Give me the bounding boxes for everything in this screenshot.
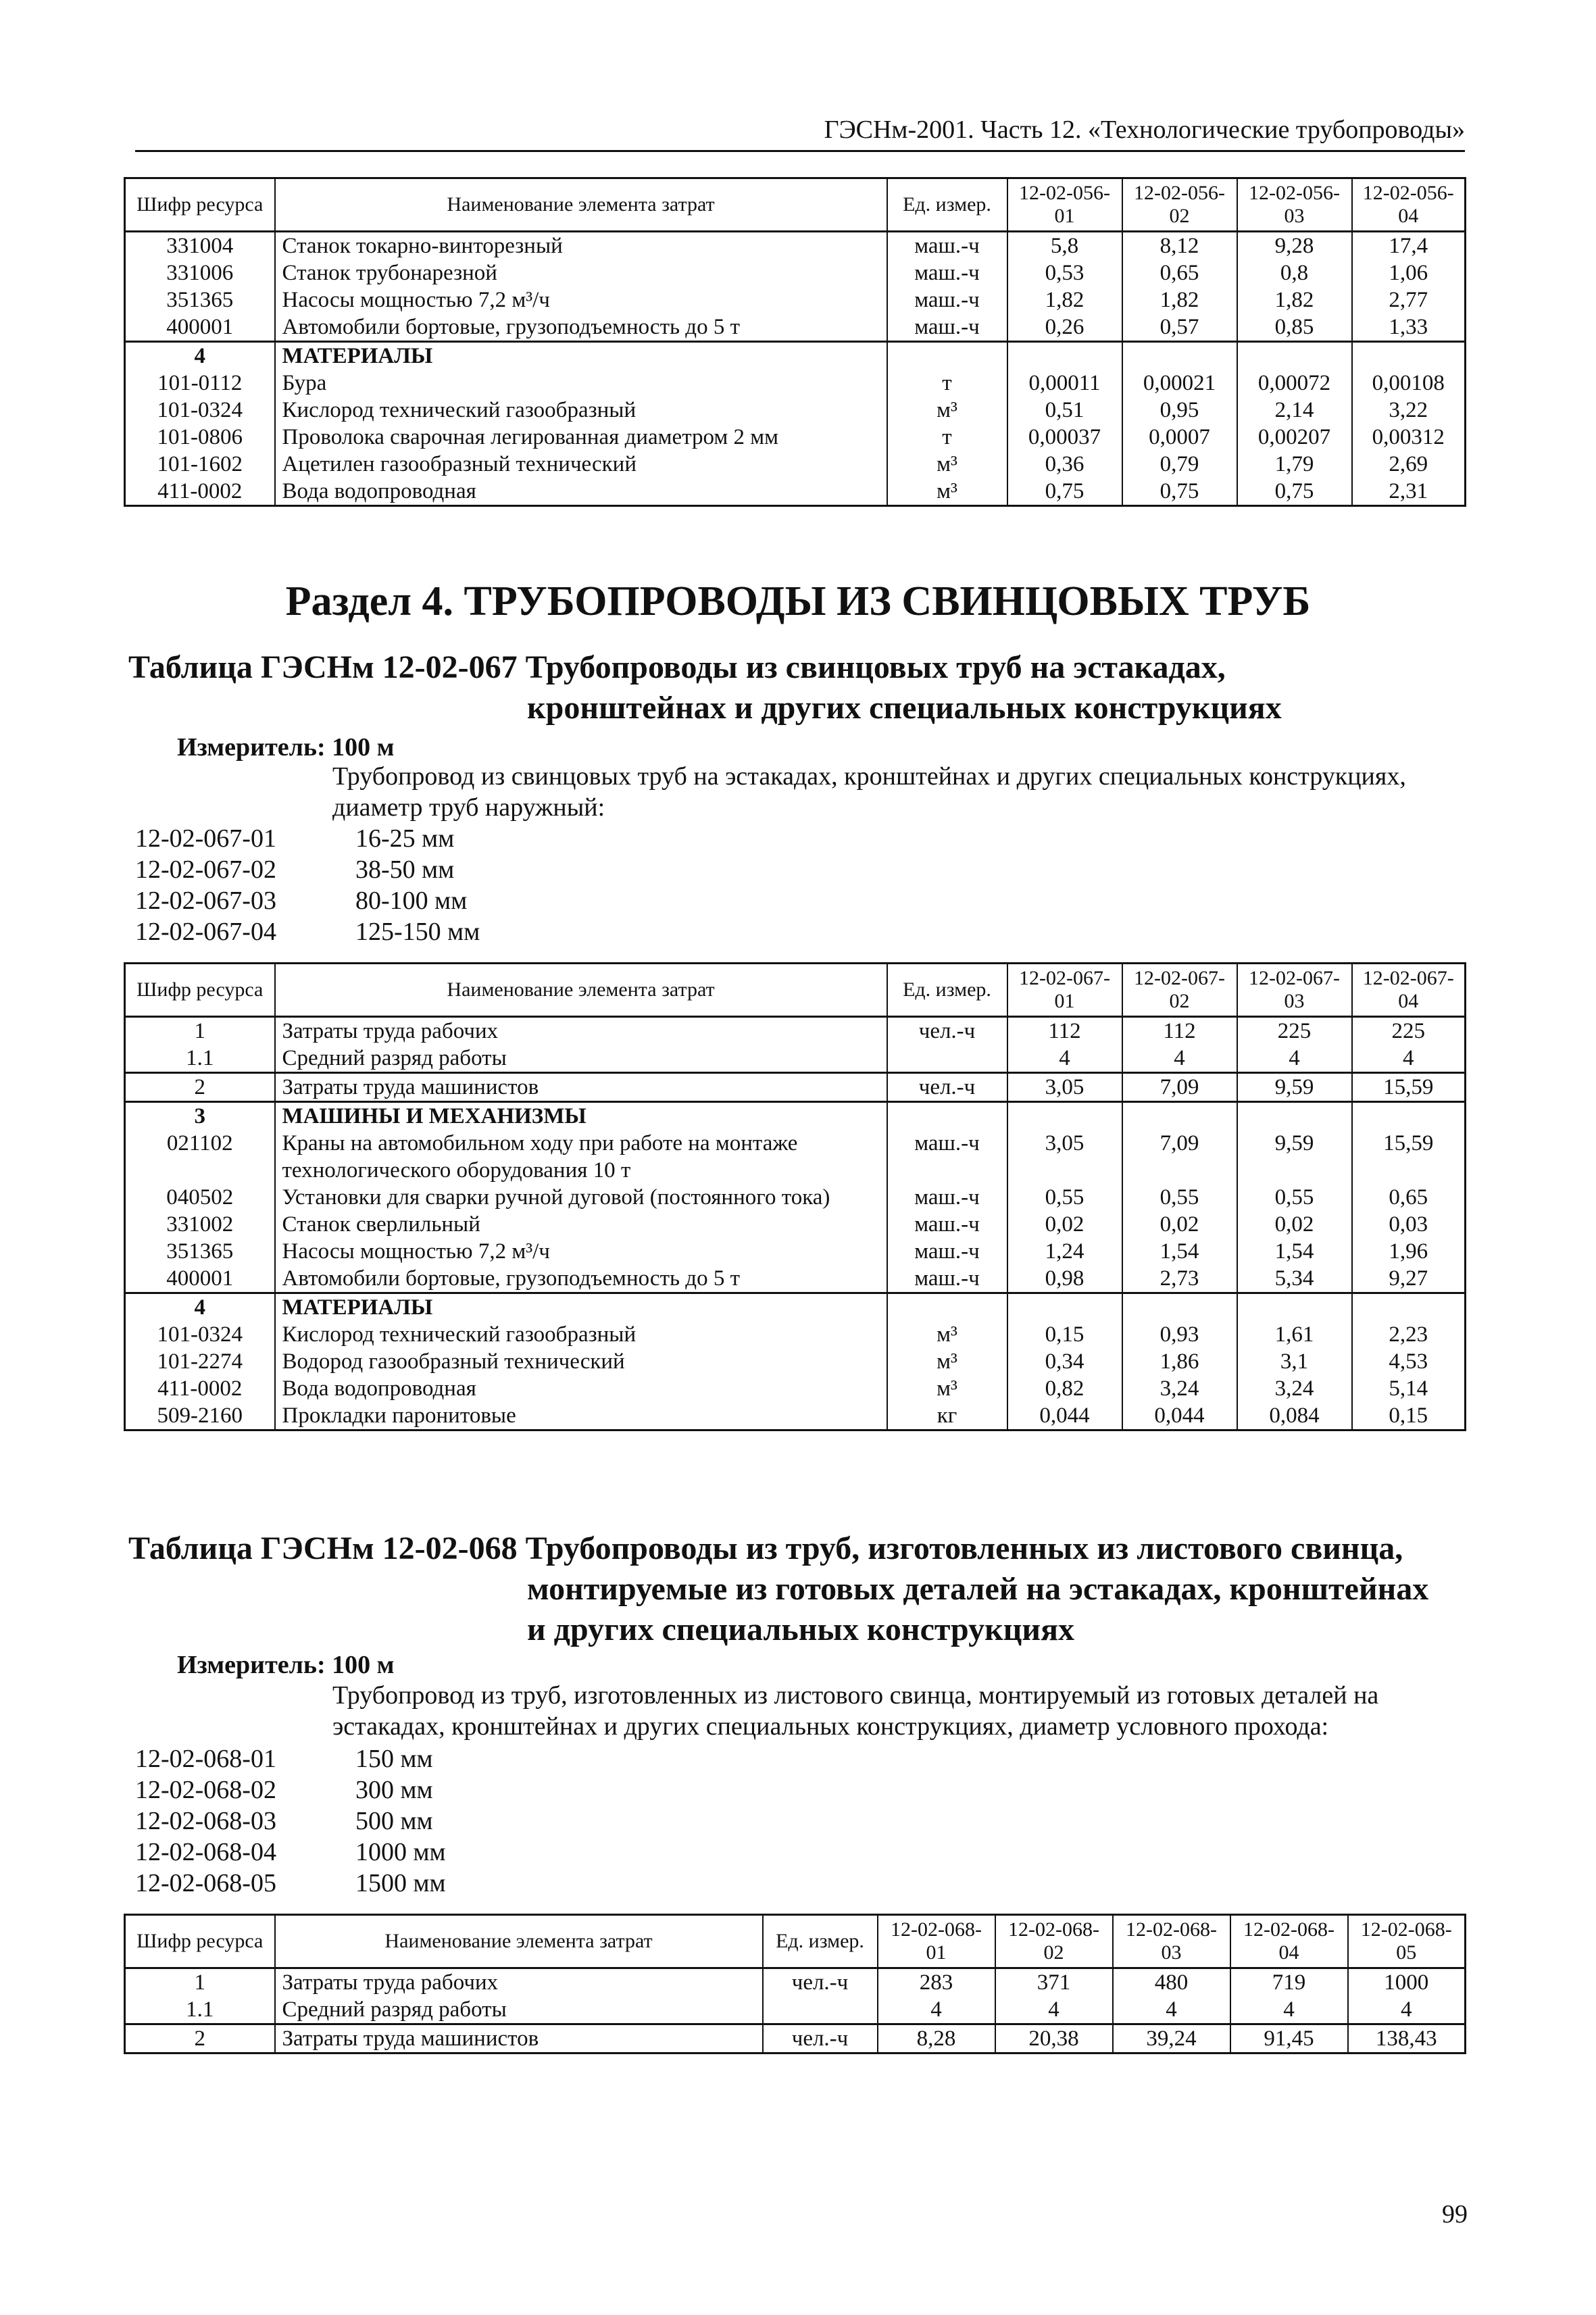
- cell-unit: маш.-ч: [887, 232, 1007, 260]
- table-row: [125, 1017, 1466, 1045]
- cell-value: 1000: [1348, 1968, 1466, 1997]
- cell-code: 331004: [125, 232, 275, 260]
- cell-value: 0,044: [1122, 1402, 1237, 1430]
- cell-unit: кг: [887, 1402, 1007, 1430]
- table-row: [125, 1184, 1466, 1211]
- cell-value: 225: [1352, 1017, 1466, 1045]
- cell-value: [1352, 342, 1466, 370]
- code-list-item: [135, 1837, 446, 1868]
- cell-code: 411-0002: [125, 478, 275, 506]
- table-row: [125, 1102, 1466, 1130]
- cell-value: 0,55: [1122, 1184, 1237, 1211]
- cell-code: 411-0002: [125, 1375, 275, 1402]
- cell-value: 0,15: [1352, 1402, 1466, 1430]
- cell-value: 4: [1122, 1045, 1237, 1073]
- description-067: Трубопровод из свинцовых труб на эстакадах, кронштейнах и других специальных конструкциях, диаметр труб наружный:: [332, 762, 1406, 822]
- cell-value: 4: [1113, 1996, 1230, 2024]
- cell-value: [1352, 1293, 1466, 1322]
- table-title-068: [128, 1528, 1473, 1650]
- table-row: [125, 1238, 1466, 1265]
- table-row: [125, 232, 1466, 260]
- cell-value: 4: [1230, 1996, 1348, 2024]
- resource-table-068: [124, 1914, 1466, 2054]
- header-name: Наименование элемента затрат: [275, 1915, 763, 1968]
- cell-name: Станок токарно-винторезный: [275, 232, 887, 260]
- cell-value: 91,45: [1230, 2024, 1348, 2053]
- cell-value: 283: [878, 1968, 995, 1997]
- cell-code: 1.1: [125, 1045, 275, 1073]
- table-title-067: [128, 647, 1473, 728]
- cell-code: 021102: [125, 1130, 275, 1184]
- header-code: Шифр ресурса: [125, 964, 275, 1017]
- cell-value: 0,65: [1352, 1184, 1466, 1211]
- cell-value: 20,38: [995, 2024, 1113, 2053]
- cell-value: 0,00021: [1122, 370, 1237, 397]
- cell-value: 112: [1122, 1017, 1237, 1045]
- table-row: [125, 1265, 1466, 1293]
- cell-value: 4,53: [1352, 1348, 1466, 1375]
- description-068: Трубопровод из труб, изготовленных из листового свинца, монтируемый из готовых деталей на эстакадах, кронштейнах и других специальных конструкциях, диаметр условного прохода:: [332, 1681, 1379, 1741]
- header-norm-code: 12-02-056-01: [1007, 178, 1122, 232]
- header-unit: Ед. измер.: [887, 178, 1007, 232]
- cell-code: 351365: [125, 1238, 275, 1265]
- header-norm-code: 12-02-067-04: [1352, 964, 1466, 1017]
- cell-value: 0,55: [1237, 1184, 1352, 1211]
- header-code: Шифр ресурса: [125, 178, 275, 232]
- table-title-line: кронштейнах и других специальных конструкциях: [527, 690, 1282, 726]
- cell-unit: т: [887, 370, 1007, 397]
- cell-value: 1,82: [1237, 287, 1352, 314]
- norm-code: 12-02-067-04: [135, 918, 276, 946]
- header-norm-code: 12-02-067-01: [1007, 964, 1122, 1017]
- cell-name: Бура: [275, 370, 887, 397]
- norm-diameter: 80-100 мм: [355, 887, 468, 915]
- cell-code: 101-0806: [125, 424, 275, 451]
- cell-value: 4: [1237, 1045, 1352, 1073]
- cell-name: Насосы мощностью 7,2 м³/ч: [275, 1238, 887, 1265]
- cell-value: 0,15: [1007, 1321, 1122, 1348]
- cell-unit: чел.-ч: [763, 1968, 878, 1997]
- table-row: [125, 1130, 1466, 1184]
- code-list-item: [135, 1868, 446, 1899]
- norm-diameter: 300 мм: [355, 1776, 433, 1804]
- norm-diameter: 1500 мм: [355, 1869, 446, 1897]
- cell-value: 0,00072: [1237, 370, 1352, 397]
- header-norm-code: 12-02-068-05: [1348, 1915, 1466, 1968]
- header-norm-code: 12-02-056-03: [1237, 178, 1352, 232]
- cell-value: 5,14: [1352, 1375, 1466, 1402]
- cell-name: Прокладки паронитовые: [275, 1402, 887, 1430]
- cell-value: 138,43: [1348, 2024, 1466, 2053]
- header-norm-code: 12-02-067-02: [1122, 964, 1237, 1017]
- cell-value: 4: [1352, 1045, 1466, 1073]
- header-unit: Ед. измер.: [887, 964, 1007, 1017]
- cell-name: Ацетилен газообразный технический: [275, 451, 887, 478]
- table-header-row: [125, 1915, 1466, 1968]
- code-list-item: [135, 1774, 446, 1806]
- cell-value: [1122, 1102, 1237, 1130]
- cell-value: 0,00108: [1352, 370, 1466, 397]
- table-row: [125, 397, 1466, 424]
- cell-name: Автомобили бортовые, грузоподъемность до 5 т: [275, 314, 887, 342]
- cell-unit: маш.-ч: [887, 1184, 1007, 1211]
- cell-value: [1122, 1293, 1237, 1322]
- table-title-line: Таблица ГЭСНм 12-02-068 Трубопроводы из труб, изготовленных из листового свинца,: [128, 1530, 1403, 1566]
- cell-value: 4: [878, 1996, 995, 2024]
- cell-name: Затраты труда машинистов: [275, 2024, 763, 2053]
- norm-code: 12-02-067-03: [135, 887, 276, 915]
- cell-unit: м³: [887, 451, 1007, 478]
- header-name: Наименование элемента затрат: [275, 964, 887, 1017]
- cell-code: 1: [125, 1017, 275, 1045]
- cell-value: 15,59: [1352, 1130, 1466, 1184]
- cell-unit: м³: [887, 1321, 1007, 1348]
- table-row: [125, 1968, 1466, 1997]
- cell-value: 225: [1237, 1017, 1352, 1045]
- cell-value: 112: [1007, 1017, 1122, 1045]
- cell-name: Проволока сварочная легированная диаметром 2 мм: [275, 424, 887, 451]
- cell-name: Вода водопроводная: [275, 478, 887, 506]
- header-code: Шифр ресурса: [125, 1915, 275, 1968]
- code-list-item: [135, 823, 480, 854]
- cell-code: 4: [125, 342, 275, 370]
- cell-name: Затраты труда рабочих: [275, 1017, 887, 1045]
- table-row: [125, 1348, 1466, 1375]
- cell-value: 0,34: [1007, 1348, 1122, 1375]
- table-row: [125, 1402, 1466, 1430]
- cell-value: 1,82: [1122, 287, 1237, 314]
- norm-diameter: 125-150 мм: [355, 918, 480, 946]
- cell-value: 0,044: [1007, 1402, 1122, 1430]
- norm-code: 12-02-068-01: [135, 1745, 276, 1773]
- table-row: [125, 259, 1466, 287]
- cell-unit: маш.-ч: [887, 1130, 1007, 1184]
- cell-code: 331002: [125, 1211, 275, 1238]
- cell-value: 4: [1007, 1045, 1122, 1073]
- header-norm-code: 12-02-068-02: [995, 1915, 1113, 1968]
- cell-value: [1237, 1102, 1352, 1130]
- cell-value: 0,00037: [1007, 424, 1122, 451]
- cell-unit: [763, 1996, 878, 2024]
- cell-value: 9,59: [1237, 1130, 1352, 1184]
- page-number: 99: [1442, 2200, 1468, 2229]
- table-row: [125, 1293, 1466, 1322]
- cell-unit: [887, 1045, 1007, 1073]
- table-row: [125, 342, 1466, 370]
- cell-value: 0,084: [1237, 1402, 1352, 1430]
- cell-name: МАТЕРИАЛЫ: [275, 1293, 887, 1322]
- cell-unit: маш.-ч: [887, 287, 1007, 314]
- cell-value: [1352, 1102, 1466, 1130]
- cell-value: 0,00011: [1007, 370, 1122, 397]
- cell-value: 1,24: [1007, 1238, 1122, 1265]
- cell-value: 0,53: [1007, 259, 1122, 287]
- cell-name: Установки для сварки ручной дуговой (постоянного тока): [275, 1184, 887, 1211]
- cell-value: 0,00312: [1352, 424, 1466, 451]
- measurer-067: Измеритель: 100 м: [177, 733, 395, 762]
- norm-diameter: 16-25 мм: [355, 824, 455, 853]
- cell-value: 2,69: [1352, 451, 1466, 478]
- norm-diameter: 1000 мм: [355, 1838, 446, 1866]
- measurer-068: Измеритель: 100 м: [177, 1651, 395, 1679]
- cell-unit: маш.-ч: [887, 1238, 1007, 1265]
- cell-value: 3,05: [1007, 1130, 1122, 1184]
- cell-unit: м³: [887, 478, 1007, 506]
- table-row: [125, 1211, 1466, 1238]
- cell-code: 2: [125, 1073, 275, 1102]
- norm-diameter: 38-50 мм: [355, 855, 455, 884]
- code-list-067: [135, 823, 480, 947]
- cell-code: 331006: [125, 259, 275, 287]
- norm-code: 12-02-067-01: [135, 824, 276, 853]
- cell-name: Автомобили бортовые, грузоподъемность до 5 т: [275, 1265, 887, 1293]
- cell-value: 719: [1230, 1968, 1348, 1997]
- cell-value: 3,1: [1237, 1348, 1352, 1375]
- cell-value: 4: [1348, 1996, 1466, 2024]
- norm-code: 12-02-068-03: [135, 1807, 276, 1835]
- table-row: [125, 2024, 1466, 2053]
- cell-value: [1007, 342, 1122, 370]
- cell-code: 101-0112: [125, 370, 275, 397]
- cell-value: 3,22: [1352, 397, 1466, 424]
- cell-value: 0,02: [1007, 1211, 1122, 1238]
- cell-value: 8,28: [878, 2024, 995, 2053]
- cell-value: [1007, 1293, 1122, 1322]
- cell-unit: м³: [887, 1348, 1007, 1375]
- code-list-item: [135, 1806, 446, 1837]
- norm-diameter: 150 мм: [355, 1745, 433, 1773]
- cell-value: 0,57: [1122, 314, 1237, 342]
- cell-name: Кислород технический газообразный: [275, 397, 887, 424]
- cell-code: 3: [125, 1102, 275, 1130]
- cell-value: 5,8: [1007, 232, 1122, 260]
- cell-value: [1122, 342, 1237, 370]
- table-row: [125, 478, 1466, 506]
- cell-value: 1,61: [1237, 1321, 1352, 1348]
- cell-unit: маш.-ч: [887, 314, 1007, 342]
- cell-value: 1,06: [1352, 259, 1466, 287]
- cell-value: 1,54: [1237, 1238, 1352, 1265]
- cell-name: Вода водопроводная: [275, 1375, 887, 1402]
- cell-name: Кислород технический газообразный: [275, 1321, 887, 1348]
- cell-unit: маш.-ч: [887, 259, 1007, 287]
- cell-value: 1,86: [1122, 1348, 1237, 1375]
- code-list-068: [135, 1743, 446, 1899]
- cell-value: 7,09: [1122, 1073, 1237, 1102]
- table-row: [125, 424, 1466, 451]
- cell-value: 9,28: [1237, 232, 1352, 260]
- cell-name: МАШИНЫ И МЕХАНИЗМЫ: [275, 1102, 887, 1130]
- cell-value: 0,75: [1237, 478, 1352, 506]
- cell-value: 0,82: [1007, 1375, 1122, 1402]
- header-norm-code: 12-02-056-02: [1122, 178, 1237, 232]
- cell-value: 1,79: [1237, 451, 1352, 478]
- cell-code: 101-0324: [125, 1321, 275, 1348]
- table-title-line: Таблица ГЭСНм 12-02-067 Трубопроводы из свинцовых труб на эстакадах,: [128, 649, 1226, 685]
- cell-code: 101-2274: [125, 1348, 275, 1375]
- cell-value: 39,24: [1113, 2024, 1230, 2053]
- header-norm-code: 12-02-068-04: [1230, 1915, 1348, 1968]
- table-row: [125, 1996, 1466, 2024]
- cell-value: 0,8: [1237, 259, 1352, 287]
- table-title-line: монтируемые из готовых деталей на эстакадах, кронштейнах: [527, 1571, 1429, 1607]
- cell-value: 2,73: [1122, 1265, 1237, 1293]
- cell-value: 0,0007: [1122, 424, 1237, 451]
- norm-diameter: 500 мм: [355, 1807, 433, 1835]
- cell-value: 1,33: [1352, 314, 1466, 342]
- cell-value: 3,24: [1237, 1375, 1352, 1402]
- code-list-item: [135, 885, 480, 916]
- table-row: [125, 1375, 1466, 1402]
- table-row: [125, 1045, 1466, 1073]
- cell-value: 0,85: [1237, 314, 1352, 342]
- cell-code: 101-0324: [125, 397, 275, 424]
- cell-value: 0,02: [1237, 1211, 1352, 1238]
- cell-value: 0,03: [1352, 1211, 1466, 1238]
- cell-value: 0,51: [1007, 397, 1122, 424]
- cell-unit: м³: [887, 1375, 1007, 1402]
- cell-name: Водород газообразный технический: [275, 1348, 887, 1375]
- cell-value: 17,4: [1352, 232, 1466, 260]
- cell-value: 0,65: [1122, 259, 1237, 287]
- cell-unit: [887, 1102, 1007, 1130]
- header-norm-code: 12-02-068-03: [1113, 1915, 1230, 1968]
- cell-name: Затраты труда машинистов: [275, 1073, 887, 1102]
- cell-value: 480: [1113, 1968, 1230, 1997]
- norm-code: 12-02-068-04: [135, 1838, 276, 1866]
- cell-value: 371: [995, 1968, 1113, 1997]
- table-row: [125, 314, 1466, 342]
- norm-code: 12-02-068-05: [135, 1869, 276, 1897]
- cell-value: 7,09: [1122, 1130, 1237, 1184]
- code-list-item: [135, 854, 480, 885]
- cell-unit: чел.-ч: [763, 2024, 878, 2053]
- cell-value: [1237, 1293, 1352, 1322]
- cell-value: 0,26: [1007, 314, 1122, 342]
- cell-name: Станок трубонарезной: [275, 259, 887, 287]
- cell-code: 1.1: [125, 1996, 275, 2024]
- cell-value: [1007, 1102, 1122, 1130]
- resource-table-056: [124, 177, 1466, 507]
- cell-unit: [887, 1293, 1007, 1322]
- cell-value: 0,79: [1122, 451, 1237, 478]
- cell-unit: чел.-ч: [887, 1017, 1007, 1045]
- cell-code: 400001: [125, 1265, 275, 1293]
- header-norm-code: 12-02-067-03: [1237, 964, 1352, 1017]
- cell-value: 3,24: [1122, 1375, 1237, 1402]
- cell-name: Затраты труда рабочих: [275, 1968, 763, 1997]
- table-row: [125, 451, 1466, 478]
- cell-unit: чел.-ч: [887, 1073, 1007, 1102]
- table-row: [125, 370, 1466, 397]
- cell-name: Средний разряд работы: [275, 1996, 763, 2024]
- table-title-line: и других специальных конструкциях: [527, 1612, 1075, 1647]
- cell-code: 101-1602: [125, 451, 275, 478]
- cell-value: 15,59: [1352, 1073, 1466, 1102]
- norm-code: 12-02-067-02: [135, 855, 276, 884]
- cell-code: 4: [125, 1293, 275, 1322]
- code-list-item: [135, 916, 480, 947]
- table-header-row: [125, 178, 1466, 232]
- cell-value: 0,95: [1122, 397, 1237, 424]
- header-unit: Ед. измер.: [763, 1915, 878, 1968]
- header-name: Наименование элемента затрат: [275, 178, 887, 232]
- header-norm-code: 12-02-068-01: [878, 1915, 995, 1968]
- cell-value: 0,75: [1007, 478, 1122, 506]
- cell-code: 400001: [125, 314, 275, 342]
- cell-value: 2,14: [1237, 397, 1352, 424]
- cell-value: 0,98: [1007, 1265, 1122, 1293]
- norm-code: 12-02-068-02: [135, 1776, 276, 1804]
- cell-value: 0,55: [1007, 1184, 1122, 1211]
- section-title: Раздел 4. ТРУБОПРОВОДЫ ИЗ СВИНЦОВЫХ ТРУБ: [285, 578, 1311, 624]
- running-head: ГЭСНм-2001. Часть 12. «Технологические трубопроводы»: [135, 114, 1465, 152]
- cell-name: Насосы мощностью 7,2 м³/ч: [275, 287, 887, 314]
- cell-code: 2: [125, 2024, 275, 2053]
- cell-value: 8,12: [1122, 232, 1237, 260]
- cell-value: 0,93: [1122, 1321, 1237, 1348]
- table-row: [125, 287, 1466, 314]
- cell-value: 0,36: [1007, 451, 1122, 478]
- cell-unit: т: [887, 424, 1007, 451]
- cell-unit: маш.-ч: [887, 1265, 1007, 1293]
- cell-value: 0,75: [1122, 478, 1237, 506]
- cell-value: 1,54: [1122, 1238, 1237, 1265]
- cell-code: 1: [125, 1968, 275, 1997]
- cell-value: 4: [995, 1996, 1113, 2024]
- cell-value: [1237, 342, 1352, 370]
- cell-value: 9,27: [1352, 1265, 1466, 1293]
- cell-name: Станок сверлильный: [275, 1211, 887, 1238]
- cell-value: 1,82: [1007, 287, 1122, 314]
- cell-code: 509-2160: [125, 1402, 275, 1430]
- cell-value: 0,00207: [1237, 424, 1352, 451]
- table-header-row: [125, 964, 1466, 1017]
- cell-code: 040502: [125, 1184, 275, 1211]
- cell-name: Средний разряд работы: [275, 1045, 887, 1073]
- cell-unit: м³: [887, 397, 1007, 424]
- cell-value: 0,02: [1122, 1211, 1237, 1238]
- cell-value: 1,96: [1352, 1238, 1466, 1265]
- table-row: [125, 1321, 1466, 1348]
- cell-value: 9,59: [1237, 1073, 1352, 1102]
- cell-name: МАТЕРИАЛЫ: [275, 342, 887, 370]
- cell-code: 351365: [125, 287, 275, 314]
- cell-value: 2,77: [1352, 287, 1466, 314]
- cell-unit: маш.-ч: [887, 1211, 1007, 1238]
- code-list-item: [135, 1743, 446, 1774]
- cell-value: 3,05: [1007, 1073, 1122, 1102]
- cell-unit: [887, 342, 1007, 370]
- header-norm-code: 12-02-056-04: [1352, 178, 1466, 232]
- resource-table-067: [124, 962, 1466, 1431]
- table-row: [125, 1073, 1466, 1102]
- cell-value: 2,23: [1352, 1321, 1466, 1348]
- cell-name: Краны на автомобильном ходу при работе на монтаже технологического оборудования 10 т: [275, 1130, 887, 1184]
- cell-value: 5,34: [1237, 1265, 1352, 1293]
- cell-value: 2,31: [1352, 478, 1466, 506]
